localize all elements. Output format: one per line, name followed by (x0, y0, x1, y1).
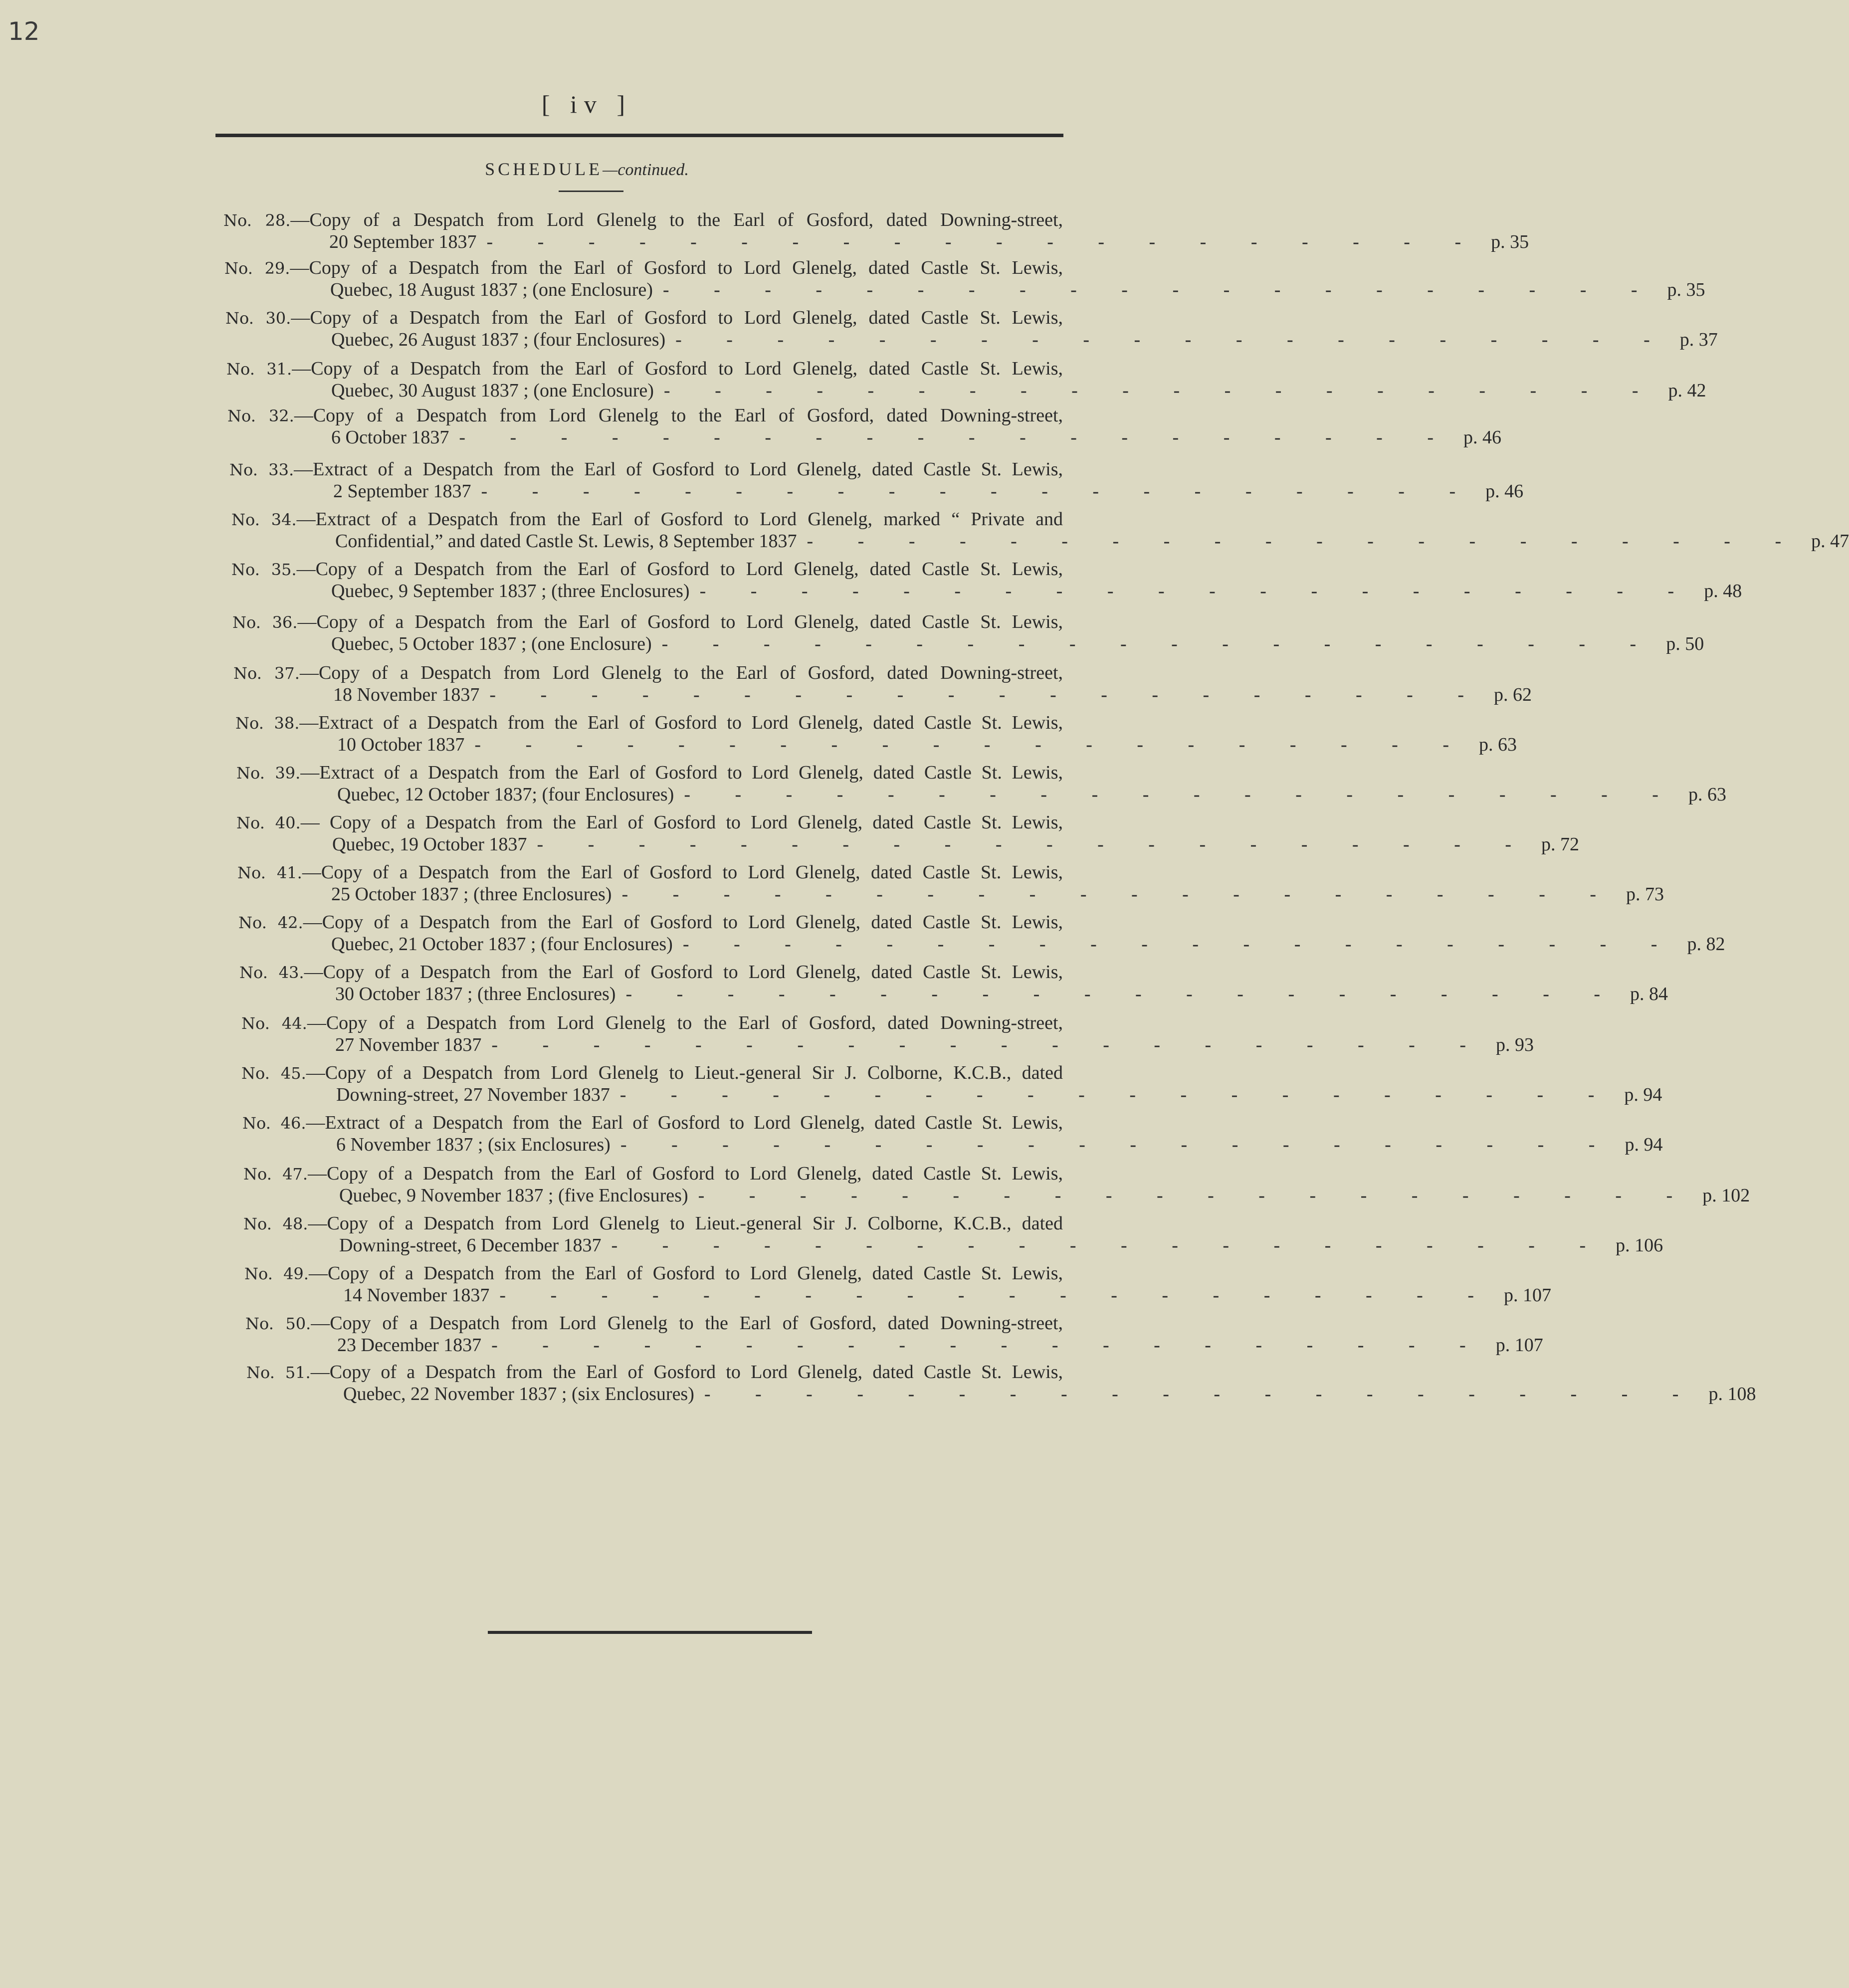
entry-page: p. 72 (1541, 834, 1580, 855)
leader-dashes: - - - - - - - - - - - - - - - - - - - - (611, 1235, 1606, 1256)
leader-dashes: - - - - - - - - - - - - - - - - - - - - (499, 1285, 1494, 1306)
leader-dashes: - - - - - - - - - - - - - - - - - - - - (474, 734, 1469, 755)
entry-continuation: 2 September 1837 (333, 481, 471, 502)
list-item (0, 711, 1517, 761)
entry-continuation: 30 October 1837 ; (three Enclosures) (335, 984, 616, 1004)
leader-dashes: - - - - - - - - - - - - - - - - - - - - (625, 984, 1621, 1004)
entry-page: p. 107 (1503, 1285, 1551, 1306)
entry-continuation-line (332, 833, 1580, 856)
entry-continuation-line (331, 379, 1706, 402)
entry-description: —Copy of a Despatch from Lord Glenelg to the Earl of Gosford, dated Downing-street, (307, 1012, 1063, 1033)
schedule-title (0, 159, 1174, 180)
entry-description: —Copy of a Despatch from the Earl of Gosford to Lord Glenelg, dated Castle St. Lewis, (304, 962, 1063, 983)
entry-title-line (225, 306, 1063, 330)
entry-page: p. 35 (1491, 231, 1529, 252)
entry-continuation-line (335, 530, 1849, 553)
entry-page: p. 108 (1708, 1384, 1756, 1404)
entry-title-line (243, 1162, 1063, 1186)
list-item (0, 1011, 1534, 1061)
entry-title-line (223, 208, 1063, 232)
entry-title-line (244, 1262, 1063, 1285)
entry-title-line (233, 661, 1063, 685)
entry-continuation: Quebec, 18 August 1837 ; (one Enclosure) (330, 279, 653, 300)
leader-dashes: - - - - - - - - - - - - - - - - - - - - (699, 581, 1694, 601)
entry-title-line (238, 911, 1063, 934)
entry-number: No. 35. (231, 560, 297, 579)
entry-continuation-line (337, 733, 1517, 756)
leader-dashes: - - - - - - - - - - - - - - - - - - - - (698, 1185, 1693, 1206)
entry-description: —Copy of a Despatch from Lord Glenelg to the Earl of Gosford, dated Downing-street, (290, 209, 1063, 230)
entry-number: No. 30. (225, 309, 291, 328)
entry-continuation: Quebec, 21 October 1837 ; (four Enclosures) (331, 934, 673, 955)
entry-continuation: Quebec, 19 October 1837 (332, 834, 527, 855)
entry-number: No. 47. (243, 1165, 308, 1184)
leader-dashes: - - - - - - - - - - - - - - - - - - - - (489, 684, 1484, 705)
list-item (0, 861, 1664, 911)
entry-description: —Copy of a Despatch from the Earl of Gosford to Lord Glenelg, dated Castle St. Lewis, (291, 307, 1063, 328)
entry-number: No. 31. (226, 360, 292, 379)
entry-continuation-line (337, 1334, 1543, 1357)
entry-title-line (227, 404, 1063, 427)
entry-continuation: Quebec, 9 November 1837 ; (five Enclosures) (339, 1185, 688, 1206)
leader-dashes: - - - - - - - - - - - - - - - - - - - - (619, 1084, 1615, 1105)
leader-dashes: - - - - - - - - - - - - - - - - - - - - (807, 531, 1802, 552)
leader-dashes: - - - - - - - - - - - - - - - - - - - - (620, 1134, 1615, 1155)
page-number: [ iv ] (541, 90, 632, 118)
entry-page: p. 63 (1688, 784, 1726, 805)
entry-page: p. 107 (1495, 1335, 1543, 1356)
schedule-title-text: SCHEDULE (485, 159, 603, 179)
entry-number: No. 48. (243, 1214, 308, 1233)
list-item (0, 1212, 1663, 1262)
title-rule (559, 191, 623, 192)
entry-number: No. 29. (224, 259, 290, 278)
entry-number: No. 51. (246, 1363, 311, 1382)
entry-number: No. 41. (237, 863, 302, 882)
entry-continuation: Quebec, 22 November 1837 ; (six Enclosures) (343, 1384, 694, 1404)
entry-page: p. 82 (1687, 934, 1725, 955)
entry-continuation-line (331, 580, 1742, 602)
entry-continuation-line (331, 426, 1501, 449)
entry-number: No. 44. (241, 1014, 307, 1033)
leader-dashes: - - - - - - - - - - - - - - - - - - - - (459, 427, 1453, 448)
list-item (0, 1361, 1756, 1410)
entry-continuation-line (331, 883, 1664, 906)
entry-title-line (239, 961, 1063, 984)
entry-page: p. 94 (1625, 1134, 1663, 1155)
entry-title-line (245, 1312, 1063, 1335)
entry-title-line (236, 761, 1063, 785)
leader-dashes: - - - - - - - - - - - - - - - - - - - - (491, 1335, 1486, 1356)
entry-description: —Copy of a Despatch from Lord Glenelg to the Earl of Gosford, dated Downing-street, (294, 405, 1063, 426)
leader-dashes: - - - - - - - - - - - - - - - - - - - - (663, 380, 1658, 401)
entry-description: —Extract of a Despatch from the Earl of Gosford to Lord Glenelg, dated Castle St. Lewis, (306, 1112, 1063, 1133)
entry-title-line (242, 1111, 1063, 1135)
entry-continuation-line (343, 1383, 1756, 1405)
entry-page: p. 42 (1668, 380, 1706, 401)
entry-description: —Copy of a Despatch from the Earl of Gosford to Lord Glenelg, dated Castle St. Lewis, (303, 912, 1063, 933)
entry-description: —Copy of a Despatch from Lord Glenelg to Lieut.-general Sir J. Colborne, K.C.B., dated (306, 1062, 1063, 1083)
entry-continuation-line (329, 230, 1529, 253)
list-item (0, 911, 1725, 961)
list-item (0, 961, 1668, 1010)
entry-title-line (231, 508, 1063, 531)
entry-continuation-line (336, 1083, 1662, 1106)
entry-continuation: Quebec, 9 September 1837 ; (three Enclosures) (331, 581, 690, 601)
entry-number: No. 32. (227, 406, 294, 425)
entry-continuation-line (331, 328, 1718, 351)
entry-number: No. 34. (231, 510, 297, 529)
entry-number: No. 46. (242, 1114, 306, 1133)
entry-number: No. 40. (236, 813, 301, 832)
entry-description: —Copy of a Despatch from the Earl of Gosford to Lord Glenelg, dated Castle St. Lewis, (308, 1163, 1063, 1184)
entry-continuation-line (330, 278, 1705, 301)
list-item (0, 256, 1705, 306)
entry-title-line (246, 1361, 1063, 1384)
entry-page: p. 73 (1626, 884, 1664, 905)
entry-description: —Copy of a Despatch from the Earl of Gosford to Lord Glenelg, dated Castle St. Lewis, (302, 862, 1063, 883)
entry-number: No. 28. (223, 211, 291, 230)
leader-dashes: - - - - - - - - - - - - - - - - - - - - (621, 884, 1617, 905)
entry-continuation-line (331, 632, 1704, 655)
entry-number: No. 50. (245, 1314, 311, 1333)
entry-page: p. 102 (1702, 1185, 1750, 1206)
entry-continuation: Downing-street, 6 December 1837 (339, 1235, 602, 1256)
entry-continuation: 20 September 1837 (329, 231, 477, 252)
entry-title-line (235, 711, 1063, 735)
entry-title-line (232, 610, 1063, 634)
entry-description: —Copy of a Despatch from the Earl of Gosford to Lord Glenelg, dated Castle St. Lewis, (296, 559, 1063, 580)
entry-continuation: 6 November 1837 ; (six Enclosures) (336, 1134, 611, 1155)
entry-continuation: Quebec, 5 October 1837 ; (one Enclosure) (331, 633, 652, 654)
entry-number: No. 36. (232, 613, 298, 632)
entry-description: —Copy of a Despatch from Lord Glenelg to Lieut.-general Sir J. Colborne, K.C.B., dated (308, 1213, 1063, 1234)
entry-number: No. 37. (233, 664, 300, 683)
entry-title-line (236, 811, 1063, 834)
schedule-continued: —continued. (603, 161, 689, 179)
entry-page: p. 46 (1485, 481, 1524, 502)
entry-continuation-line (335, 1033, 1534, 1056)
entry-continuation-line (337, 783, 1726, 806)
entry-number: No. 49. (244, 1264, 309, 1283)
list-item (0, 1111, 1663, 1161)
entry-number: No. 33. (229, 460, 294, 479)
list-item (0, 1312, 1543, 1362)
bottom-rule (488, 1631, 812, 1634)
entry-page: p. 106 (1616, 1235, 1663, 1256)
entry-title-line (226, 357, 1063, 381)
entry-number: No. 43. (239, 963, 304, 982)
list-item (0, 661, 1532, 711)
entry-description: —Extract of a Despatch from the Earl of Gosford to Lord Glenelg, dated Castle St. Lewis, (294, 459, 1063, 480)
list-item (0, 357, 1706, 407)
leader-dashes: - - - - - - - - - - - - - - - - - - - - (491, 1034, 1486, 1055)
entry-page: p. 50 (1666, 633, 1704, 654)
leader-dashes: - - - - - - - - - - - - - - - - - - - - (704, 1384, 1699, 1404)
leader-dashes: - - - - - - - - - - - - - - - - - - - - (662, 279, 1657, 300)
leader-dashes: - - - - - - - - - - - - - - - - - - - - (537, 834, 1532, 855)
entry-continuation-line (343, 1284, 1551, 1307)
entry-continuation: Quebec, 30 August 1837 ; (one Enclosure) (331, 380, 654, 401)
entry-continuation-line (336, 1133, 1663, 1156)
entry-page: p. 84 (1630, 984, 1668, 1004)
list-item (0, 208, 1529, 258)
entry-continuation-line (333, 480, 1524, 503)
entry-description: —Copy of a Despatch from the Earl of Gosford to Lord Glenelg, dated Castle St. Lewis, (308, 1263, 1063, 1284)
entry-description: —Copy of a Despatch from the Earl of Gosford to Lord Glenelg, dated Castle St. Lewis, (297, 611, 1063, 632)
entry-title-line (224, 256, 1063, 280)
entry-continuation: 10 October 1837 (337, 734, 465, 755)
entry-title-line (237, 861, 1063, 884)
entry-continuation-line (333, 683, 1532, 706)
leader-dashes: - - - - - - - - - - - - - - - - - - - - (684, 784, 1678, 805)
entry-page: p. 63 (1478, 734, 1517, 755)
entry-title-line (243, 1212, 1063, 1235)
list-item (0, 761, 1726, 811)
leader-dashes: - - - - - - - - - - - - - - - - - - - - (682, 934, 1677, 955)
folio-number: 12 (8, 17, 40, 46)
list-item (0, 558, 1742, 607)
entry-number: No. 39. (236, 764, 301, 783)
list-item (0, 610, 1704, 660)
entry-continuation: Quebec, 26 August 1837 ; (four Enclosures) (331, 329, 666, 350)
entry-continuation: 18 November 1837 (333, 684, 480, 705)
entry-description: — Copy of a Despatch from the Earl of Gosford to Lord Glenelg, dated Castle St. Lewis, (300, 812, 1063, 833)
entry-continuation: 6 October 1837 (331, 427, 449, 448)
list-item (0, 508, 1849, 558)
entry-description: —Copy of a Despatch from Lord Glenelg to the Earl of Gosford, dated Downing-street, (299, 662, 1063, 683)
entry-number: No. 38. (235, 714, 300, 733)
entry-number: No. 45. (241, 1064, 306, 1083)
entry-continuation-line (339, 1184, 1750, 1207)
entry-title-line (231, 558, 1063, 581)
list-item (0, 1162, 1750, 1212)
list-item (0, 811, 1580, 861)
entry-description: —Copy of a Despatch from the Earl of Gosford to Lord Glenelg, dated Castle St. Lewis, (292, 358, 1063, 379)
entry-page: p. 35 (1667, 279, 1705, 300)
entry-page: p. 94 (1624, 1084, 1662, 1105)
entry-continuation-line (331, 933, 1725, 956)
list-item (0, 1262, 1551, 1312)
list-item (0, 404, 1501, 454)
leader-dashes: - - - - - - - - - - - - - - - - - - - - (661, 633, 1656, 654)
entry-description: —Copy of a Despatch from the Earl of Gosford to Lord Glenelg, dated Castle St. Lewis, (290, 257, 1063, 278)
entry-title-line (241, 1061, 1063, 1085)
leader-dashes: - - - - - - - - - - - - - - - - - - - - (486, 231, 1481, 252)
entry-description: —Extract of a Despatch from the Earl of Gosford to Lord Glenelg, dated Castle St. Lewis, (299, 712, 1063, 733)
list-item (0, 1061, 1662, 1111)
entry-continuation: 23 December 1837 (337, 1335, 482, 1356)
entry-continuation: Confidential,” and dated Castle St. Lewis, 8 September 1837 (335, 531, 797, 552)
entry-page: p. 48 (1704, 581, 1742, 601)
entry-continuation: 25 October 1837 ; (three Enclosures) (331, 884, 612, 905)
entry-continuation: Downing-street, 27 November 1837 (336, 1084, 610, 1105)
leader-dashes: - - - - - - - - - - - - - - - - - - - - (481, 481, 1476, 502)
list-item (0, 306, 1718, 356)
top-rule (215, 134, 1063, 137)
entry-description: —Copy of a Despatch from the Earl of Gosford to Lord Glenelg, dated Castle St. Lewis, (310, 1362, 1063, 1383)
entry-page: p. 62 (1493, 684, 1532, 705)
entry-page: p. 93 (1495, 1034, 1534, 1055)
entry-description: —Extract of a Despatch from the Earl of Gosford to Lord Glenelg, dated Castle St. Lewis, (300, 762, 1063, 783)
entry-continuation-line (339, 1234, 1663, 1257)
entry-continuation-line (335, 983, 1668, 1005)
entry-description: —Copy of a Despatch from Lord Glenelg to the Earl of Gosford, dated Downing-street, (311, 1313, 1063, 1334)
entry-title-line (229, 458, 1063, 481)
entry-description: —Extract of a Despatch from the Earl of Gosford to Lord Glenelg, marked “ Private and (296, 509, 1063, 530)
entry-page: p. 46 (1463, 427, 1501, 448)
entry-continuation: Quebec, 12 October 1837; (four Enclosures) (337, 784, 674, 805)
entry-page: p. 37 (1679, 329, 1718, 350)
leader-dashes: - - - - - - - - - - - - - - - - - - - - (675, 329, 1670, 350)
entry-continuation: 27 November 1837 (335, 1034, 482, 1055)
entry-continuation: 14 November 1837 (343, 1285, 490, 1306)
entry-number: No. 42. (238, 913, 303, 932)
list-item (0, 458, 1524, 508)
entry-page: p. 47 (1811, 531, 1849, 552)
entry-title-line (241, 1011, 1063, 1035)
